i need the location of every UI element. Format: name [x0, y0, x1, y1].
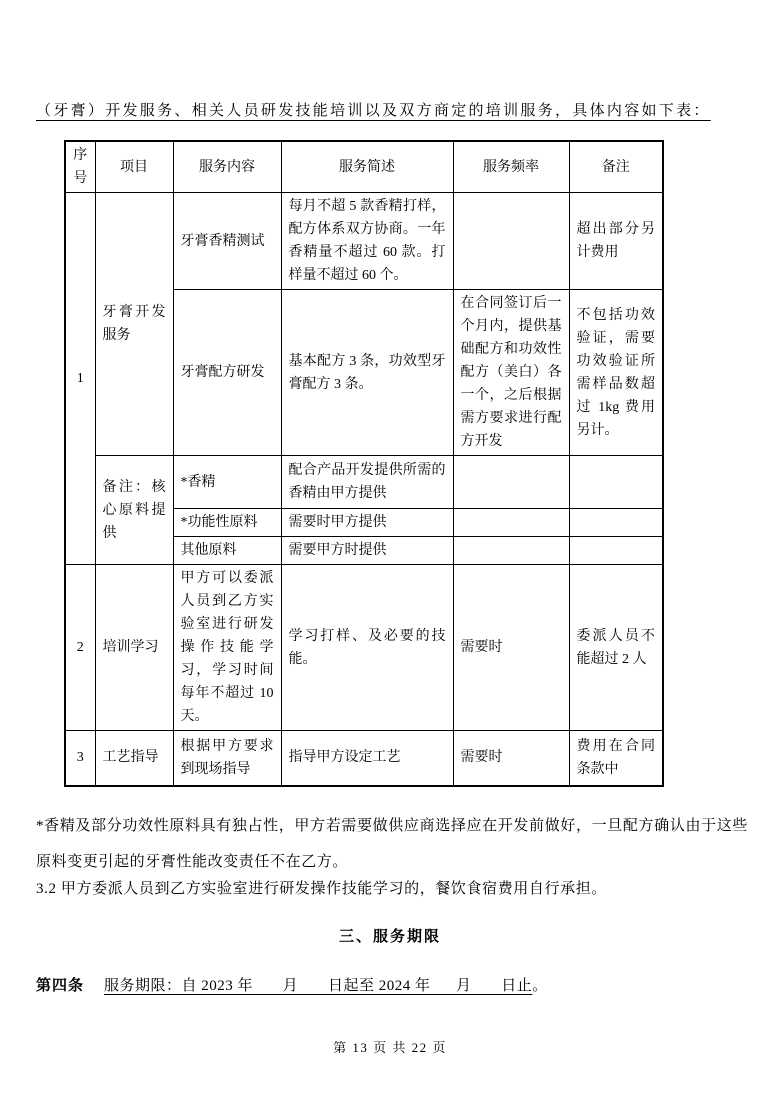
cell-note-empty: [569, 509, 663, 537]
cell-project-core-materials: 备注：核心原料提供: [95, 456, 173, 565]
cell-content-fragrance: *香精: [173, 456, 281, 509]
footnote-paragraph: *香精及部分功效性原料具有独占性，甲方若需要做供应商选择应在开发前做好，一旦配方确认由于这些原料变更引起的牙膏性能改变责任不在乙方。: [36, 818, 748, 870]
intro-underlined-text: （牙膏）开发服务、相关人员研发技能培训以及双方商定的培训服务，具体内容如下表：: [36, 103, 711, 119]
clause-4-period: 。: [532, 978, 548, 994]
cell-note-flavor-test: 超出部分另计费用: [569, 193, 663, 290]
header-remark: 备注: [569, 141, 663, 193]
intro-paragraph: [36, 99, 711, 120]
cell-project-training: 培训学习: [95, 565, 173, 731]
cell-seq-no-1: 1: [65, 193, 95, 565]
cell-seq-no-3: 3: [65, 731, 95, 786]
cell-note-formula-dev: 不包括功效验证，需要功效验证所需样品数超过 1kg 费用另计。: [569, 290, 663, 456]
cell-frequency-empty: [453, 509, 569, 537]
table-row: [65, 565, 663, 731]
cell-frequency-empty: [453, 537, 569, 565]
cell-frequency-empty: [453, 456, 569, 509]
clause-4-label: 第四条: [36, 978, 85, 994]
header-seq-no: 序号: [65, 141, 95, 193]
cell-project-process: 工艺指导: [95, 731, 173, 786]
cell-note-process: 费用在合同条款中: [569, 731, 663, 786]
table-row: [65, 193, 663, 290]
clause-4-underlined-text: 服务期限：自 2023 年 月 日起至 2024 年 月 日止: [104, 978, 533, 994]
cell-frequency-formula-dev: 在合同签订后一个月内，提供基础配方和功效性配方（美白）各一个，之后根据需方要求进行配方开发: [453, 290, 569, 456]
cell-content-flavor-test: 牙膏香精测试: [173, 193, 281, 290]
cell-summary-process: 指导甲方设定工艺: [281, 731, 453, 786]
section-heading: 三、服务期限: [338, 929, 441, 945]
cell-content-process: 根据甲方要求到现场指导: [173, 731, 281, 786]
table-row: [65, 731, 663, 786]
cell-frequency-empty: [453, 193, 569, 290]
header-project: 项目: [95, 141, 173, 193]
header-service-content: 服务内容: [173, 141, 281, 193]
cell-note-training: 委派人员不能超过 2 人: [569, 565, 663, 731]
cell-summary-fragrance: 配合产品开发提供所需的香精由甲方提供: [281, 456, 453, 509]
cell-seq-no-2: 2: [65, 565, 95, 731]
cell-content-other-material: 其他原料: [173, 537, 281, 565]
cell-frequency-training: 需要时: [453, 565, 569, 731]
header-service-frequency: 服务频率: [453, 141, 569, 193]
cell-note-empty: [569, 537, 663, 565]
cell-summary-functional-material: 需要时甲方提供: [281, 509, 453, 537]
cell-summary-formula-dev: 基本配方 3 条，功效型牙膏配方 3 条。: [281, 290, 453, 456]
service-table: [64, 140, 664, 787]
header-service-summary: 服务简述: [281, 141, 453, 193]
cell-summary-training: 学习打样、及必要的技能。: [281, 565, 453, 731]
clause-4-line: [36, 974, 547, 995]
table-header-row: [65, 141, 663, 193]
cell-frequency-process: 需要时: [453, 731, 569, 786]
cell-content-training: 甲方可以委派人员到乙方实验室进行研发操作技能学习，学习时间每年不超过 10 天。: [173, 565, 281, 731]
cell-summary-other-material: 需要甲方时提供: [281, 537, 453, 565]
table-row: [65, 456, 663, 509]
cell-project-dev: 牙膏开发服务: [95, 193, 173, 456]
clause-3-2-paragraph: 3.2 甲方委派人员到乙方实验室进行研发操作技能学习的，餐饮食宿费用自行承担。: [36, 881, 607, 897]
cell-content-formula-dev: 牙膏配方研发: [173, 290, 281, 456]
cell-note-empty: [569, 456, 663, 509]
cell-summary-flavor-test: 每月不超 5 款香精打样，配方体系双方协商。一年香精量不超过 60 款。打样量不超过 60 个。: [281, 193, 453, 290]
page-number-footer: 第 13 页 共 22 页: [333, 1040, 447, 1055]
cell-content-functional-material: *功能性原料: [173, 509, 281, 537]
